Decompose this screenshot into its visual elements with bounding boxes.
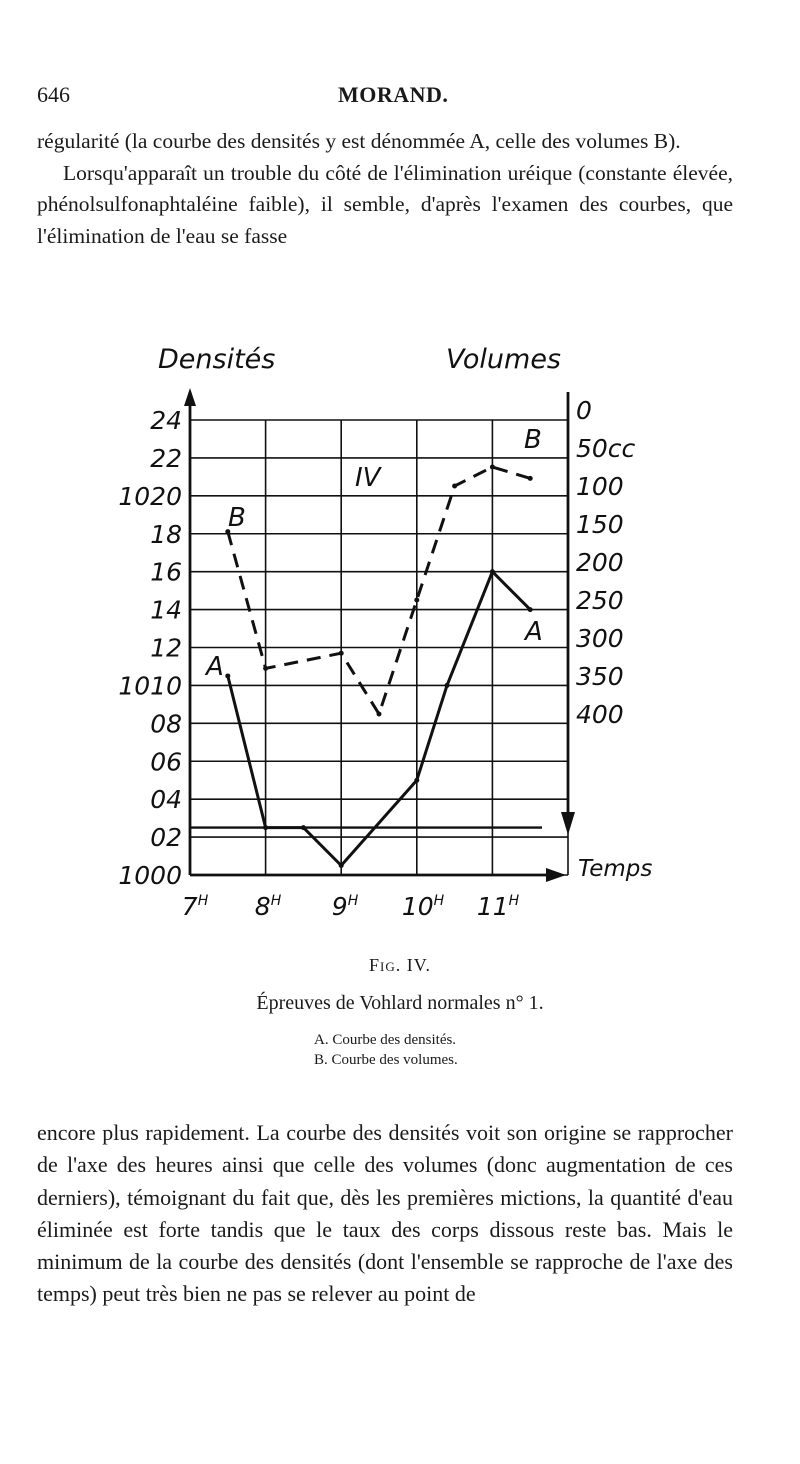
x-tick-label: $11^H$ xyxy=(476,892,520,921)
y-left-tick-label: 1000 xyxy=(118,861,182,890)
series-point-a xyxy=(414,778,419,783)
vohlard-chart xyxy=(100,330,700,930)
series-point-a xyxy=(445,683,450,688)
y-left-tick-label: 14 xyxy=(150,595,182,625)
series-label-b: B xyxy=(524,425,542,455)
x-tick-label: $10^H$ xyxy=(401,892,445,921)
legend-item-a: A. Courbe des densités. xyxy=(314,1032,457,1048)
series-point-a xyxy=(225,673,230,678)
figure-title: Épreuves de Vohlard normales n° 1. xyxy=(256,992,544,1014)
x-tick-label: $7^H$ xyxy=(181,892,209,921)
series-point-b xyxy=(263,666,268,671)
annotation-iv: IV xyxy=(355,463,381,493)
series-label-a: A xyxy=(525,617,543,647)
y-axis-right-arrow xyxy=(561,812,575,835)
series-point-b xyxy=(339,651,344,656)
x-tick-label: $9^H$ xyxy=(331,892,359,921)
y-right-tick-label: 300 xyxy=(576,624,624,653)
paragraph-1: régularité (la courbe des densités y est dénommée A, celle des volumes B). xyxy=(37,129,681,153)
y-left-tick-label: 12 xyxy=(150,633,182,663)
figure xyxy=(100,330,700,930)
series-point-a xyxy=(263,825,268,830)
y-left-tick-label: 02 xyxy=(150,823,182,853)
series-point-b xyxy=(452,484,457,489)
y-right-tick-label: 100 xyxy=(576,472,624,501)
series-point-a xyxy=(490,569,495,574)
right-axis-title: Volumes xyxy=(446,344,562,375)
y-axis-left-arrow xyxy=(184,388,196,406)
y-right-tick-label: 350 xyxy=(576,662,624,691)
running-title: MORAND. xyxy=(338,82,449,107)
series-label-a: A xyxy=(206,652,224,682)
series-point-b xyxy=(377,712,382,717)
series-line-a xyxy=(228,572,530,866)
y-left-tick-label: 24 xyxy=(150,406,182,435)
y-left-tick-label: 22 xyxy=(150,443,182,473)
paragraph-2: Lorsqu'apparaît un trouble du côté de l'élimination uréique (constante élevée, phénolsulfonaphtaléine faible), il semble, d'après l'examen des courbes, que l'élimination de l'eau se fasse xyxy=(37,160,733,248)
series-point-a xyxy=(528,607,533,612)
figure-label: Fig. IV. xyxy=(369,955,431,975)
page-number: 646 xyxy=(37,82,70,107)
y-left-tick-label: 1020 xyxy=(118,481,182,511)
y-left-tick-label: 06 xyxy=(150,747,182,777)
y-left-tick-label: 18 xyxy=(150,519,182,549)
series-point-a xyxy=(339,863,344,868)
series-point-b xyxy=(414,598,419,603)
x-axis-arrow xyxy=(546,868,566,882)
series-point-b xyxy=(528,476,533,481)
y-right-tick-label: 50cc xyxy=(576,434,636,463)
y-right-tick-label: 150 xyxy=(576,510,624,539)
text-top xyxy=(37,126,733,252)
series-point-b xyxy=(490,465,495,470)
y-left-tick-label: 04 xyxy=(150,785,182,815)
series-label-b: B xyxy=(228,503,246,533)
y-right-tick-label: 0 xyxy=(576,396,592,425)
y-right-tick-label: 250 xyxy=(576,586,624,615)
left-axis-title: Densités xyxy=(158,344,276,375)
figure-legend xyxy=(314,1030,458,1070)
legend-item-b: B. Courbe des volumes. xyxy=(314,1052,458,1068)
y-left-tick-label: 1010 xyxy=(118,671,182,701)
y-right-tick-label: 400 xyxy=(576,700,624,729)
text-bottom: encore plus rapidement. La courbe des densités voit son origine se rapprocher de l'axe des heures ainsi que celle des volumes (donc augmentation de ces derniers), témoignant du fait que, dès les premières mictions, la quantité d'eau éliminée est forte tandis que le taux des corps dissous reste bas. Mais le minimum de la courbe des densités (dont l'ensemble se rapproche de l'axe des temps) peut très bien ne pas se relever au point de xyxy=(37,1120,733,1307)
x-axis-title: Temps xyxy=(578,856,653,882)
y-left-tick-label: 08 xyxy=(150,709,182,739)
series-point-a xyxy=(301,825,306,830)
y-left-tick-label: 16 xyxy=(150,557,182,587)
x-tick-label: $8^H$ xyxy=(254,892,282,921)
y-right-tick-label: 200 xyxy=(576,548,624,577)
